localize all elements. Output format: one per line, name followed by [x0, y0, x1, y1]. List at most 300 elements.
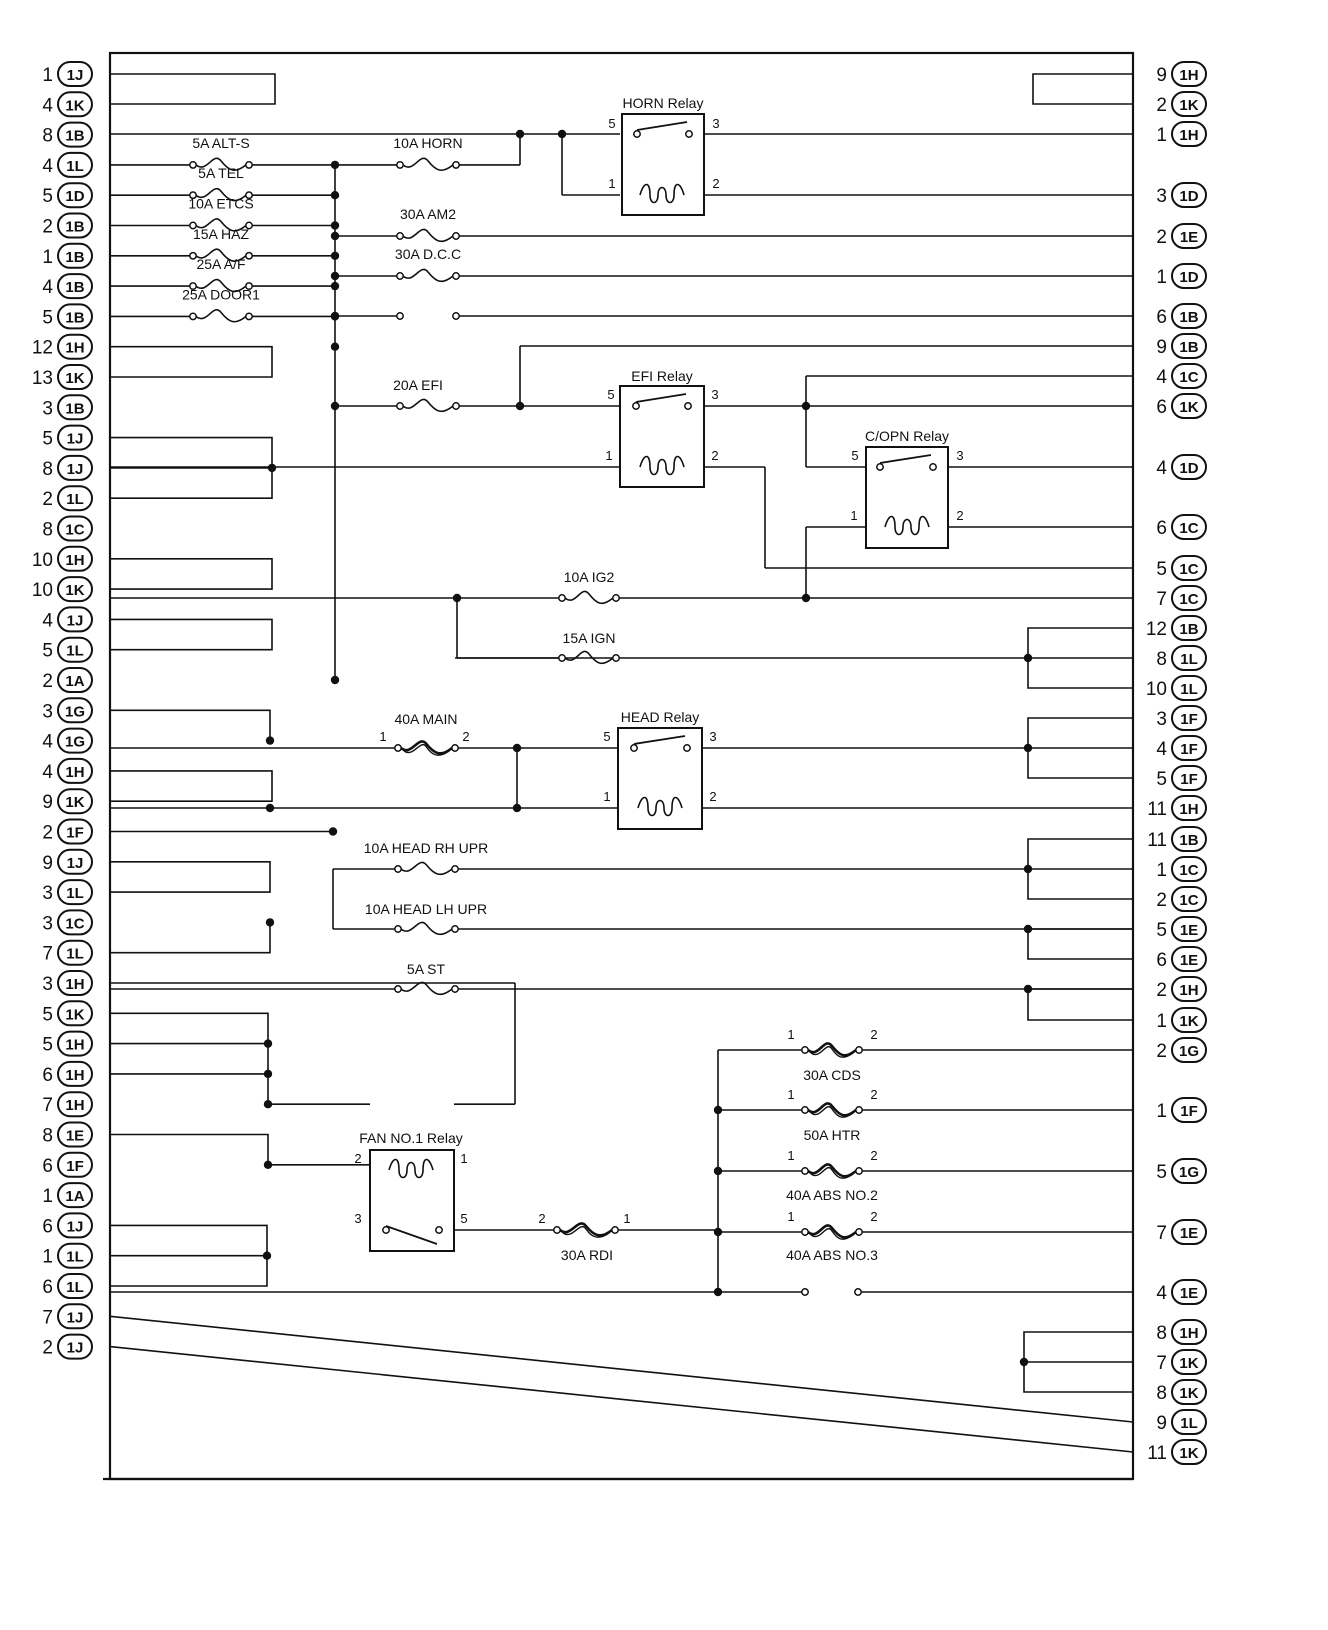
- connector-id: 1K: [1179, 1355, 1199, 1372]
- switch-contact: [383, 1227, 389, 1233]
- connector-pin: [42, 274, 92, 298]
- connector-pin: [42, 1123, 92, 1147]
- connector-id: 1B: [65, 400, 85, 418]
- connector-pin: [42, 759, 92, 783]
- connector-id: 1D: [1179, 269, 1199, 286]
- connector-pin: [1156, 917, 1206, 941]
- connector-pin: [1156, 364, 1206, 388]
- connector-pin: [42, 62, 92, 86]
- connector-id: 1H: [65, 1066, 85, 1084]
- relay-box: [866, 447, 948, 548]
- pin-number: 3: [42, 701, 53, 723]
- fuse: [559, 569, 619, 603]
- wire: [110, 559, 272, 589]
- connector-id: 1H: [65, 551, 85, 569]
- pin-number: 10: [31, 580, 53, 602]
- open-terminal: [453, 313, 459, 319]
- pin-number: 1: [1156, 1011, 1167, 1032]
- fuse-terminal: [397, 233, 403, 239]
- wire: [110, 862, 270, 892]
- fuse-terminal: [453, 233, 459, 239]
- pin-number: 6: [42, 1216, 53, 1238]
- splice-dot: [263, 1252, 271, 1260]
- relay-box: [622, 114, 704, 215]
- pin-number: 7: [42, 943, 53, 965]
- wire: [110, 347, 272, 377]
- pin-number: 8: [1156, 649, 1167, 670]
- connector-pin: [1156, 706, 1206, 730]
- connector-id: 1C: [1179, 591, 1199, 608]
- connector-pin: [1147, 796, 1206, 820]
- connector-pin: [1156, 183, 1206, 207]
- splice-dot: [1020, 1358, 1028, 1366]
- connector-pin: [1156, 1380, 1206, 1404]
- connector-pin: [32, 365, 92, 389]
- relay: [605, 368, 718, 487]
- relay: [850, 428, 963, 548]
- fuse: [182, 286, 260, 321]
- connector-id: 1H: [1179, 1325, 1199, 1342]
- connector-id: 1F: [1180, 771, 1198, 788]
- connector-id: 1K: [65, 582, 85, 600]
- connector-pin: [42, 456, 92, 480]
- pin-number: 4: [42, 155, 53, 177]
- fuse: [394, 711, 458, 755]
- pin-number: 11: [1147, 830, 1167, 851]
- fuse-terminal: [453, 162, 459, 168]
- fuse: [393, 135, 462, 170]
- connector-id: 1L: [66, 491, 84, 509]
- connector-id: 1F: [1180, 741, 1198, 758]
- connector-id: 1G: [1178, 1164, 1200, 1181]
- connector-id: 1G: [64, 703, 86, 721]
- pin-number: 8: [42, 458, 53, 480]
- pin-number: 1: [1156, 860, 1167, 881]
- connector-pin: [42, 486, 92, 510]
- pin-number: 8: [42, 1125, 53, 1147]
- splice-dot: [264, 1039, 272, 1047]
- connector-pin: [1146, 676, 1206, 700]
- fuse-label: 20A EFI: [393, 377, 443, 393]
- pin-number: 7: [42, 1095, 53, 1117]
- pin-number: 7: [1156, 1223, 1167, 1244]
- connector-id: 1E: [1179, 952, 1199, 969]
- connector-id: 1C: [65, 915, 85, 933]
- fuse-terminal: [397, 403, 403, 409]
- connector-id: 1G: [64, 733, 86, 751]
- switch-contact: [685, 403, 691, 409]
- splice-dot: [266, 804, 274, 812]
- switch-contact: [877, 464, 883, 470]
- connector-pin: [42, 214, 92, 238]
- connector-pin: [42, 638, 92, 662]
- pin-number: 2: [1156, 227, 1167, 248]
- pin-number: 5: [42, 428, 53, 450]
- pin-number: 3: [42, 913, 53, 935]
- pin-number: 3: [42, 883, 53, 905]
- pin-number: 11: [1147, 1443, 1167, 1464]
- splice-dot: [331, 676, 339, 684]
- fuse-terminal: [802, 1168, 808, 1174]
- pin-number: 6: [1156, 950, 1167, 971]
- connector-id: 1J: [66, 67, 84, 84]
- pin-number: 2: [42, 671, 53, 692]
- pin-number: 1: [42, 1186, 53, 1208]
- fuse-terminal: [452, 986, 458, 992]
- fuse-terminal: [856, 1168, 862, 1174]
- pin-number: 3: [42, 974, 53, 995]
- connector-pin: [42, 1001, 92, 1025]
- terminal-number: 5: [603, 729, 611, 744]
- pin-number: 12: [1145, 619, 1167, 640]
- connector-id: 1C: [1179, 369, 1199, 386]
- connector-pin: [1156, 857, 1206, 881]
- fuse-terminal: [190, 313, 196, 319]
- connector-id: 1L: [1180, 651, 1198, 668]
- pin-number: 2: [42, 489, 53, 511]
- connector-pin: [1156, 334, 1206, 358]
- splice-dot: [1024, 654, 1032, 662]
- connector-pin: [1156, 394, 1206, 418]
- wire: [110, 74, 275, 104]
- connector-pin: [42, 517, 92, 541]
- switch-contact: [684, 745, 690, 751]
- pin-number: 5: [1156, 559, 1167, 580]
- connector-id: 1C: [1179, 892, 1199, 909]
- connector-id: 1B: [1179, 339, 1199, 356]
- fuse-terminal: [246, 253, 252, 259]
- pin-number: 6: [42, 1277, 53, 1298]
- connector-id: 1L: [1180, 681, 1198, 698]
- terminal-number: 3: [354, 1211, 362, 1226]
- left-connector-pins: [32, 62, 92, 1359]
- relay: [608, 95, 719, 215]
- pin-number: 3: [1156, 709, 1167, 730]
- splice-dot: [268, 464, 276, 472]
- connector-pin: [42, 395, 92, 419]
- fuse: [786, 1225, 878, 1263]
- pin-number: 2: [42, 1337, 53, 1359]
- relay-label: C/OPN Relay: [864, 428, 950, 444]
- connector-pin: [1156, 122, 1206, 146]
- pin-number: 4: [1156, 1283, 1167, 1304]
- fuse-label: 5A TEL: [198, 165, 244, 182]
- fuse-terminal: [452, 745, 458, 751]
- connector-id: 1J: [66, 460, 84, 478]
- fuse-terminal: [246, 162, 252, 168]
- terminal-number: 2: [711, 448, 719, 463]
- pin-number: 2: [42, 822, 53, 844]
- wire: [110, 922, 270, 952]
- terminal-number: 2: [870, 1209, 878, 1224]
- fuse-label: 30A CDS: [803, 1067, 861, 1083]
- connector-pin: [1147, 1440, 1206, 1464]
- terminal-number: 1: [605, 448, 613, 463]
- connector-pin: [42, 850, 92, 874]
- pin-number: 6: [1156, 518, 1167, 539]
- connector-id: 1H: [65, 1097, 85, 1115]
- pin-number: 9: [1156, 337, 1167, 358]
- fuse-terminal: [613, 595, 619, 601]
- connector-pin: [1156, 766, 1206, 790]
- connector-id: 1E: [1179, 1225, 1199, 1242]
- connector-pin: [42, 1092, 92, 1116]
- terminal-number: 1: [460, 1151, 468, 1166]
- pin-number: 1: [1156, 267, 1167, 288]
- relay: [354, 1130, 467, 1251]
- connector-id: 1L: [66, 945, 84, 963]
- connector-id: 1K: [65, 97, 85, 115]
- connector-id: 1K: [1179, 399, 1199, 416]
- fuse-label: 30A RDI: [560, 1247, 614, 1263]
- fuse-terminal: [554, 1227, 560, 1233]
- fuse-label: 50A HTR: [803, 1127, 861, 1143]
- connector-id: 1K: [65, 1006, 85, 1024]
- connector-pin: [1156, 556, 1206, 580]
- terminal-number: 5: [851, 448, 859, 463]
- pin-number: 5: [42, 307, 53, 329]
- pin-number: 5: [42, 1034, 53, 1056]
- fuse-label: 5A ST: [406, 961, 446, 977]
- connector-id: 1B: [65, 127, 85, 145]
- connector-id: 1K: [1179, 1445, 1199, 1462]
- fuse: [395, 961, 458, 994]
- terminal-number: 1: [787, 1087, 795, 1102]
- connector-pin: [1156, 646, 1206, 670]
- connector-pin: [42, 1274, 92, 1298]
- connector-pin: [42, 820, 92, 844]
- fuse-label: 10A HORN: [393, 134, 463, 151]
- connector-pin: [1156, 947, 1206, 971]
- fuse-element: [403, 399, 453, 411]
- fuse-label: 30A D.C.C: [394, 246, 462, 262]
- connector-id: 1F: [66, 824, 84, 842]
- terminal-number: 5: [460, 1211, 468, 1226]
- pin-number: 1: [1156, 1101, 1167, 1122]
- wire: [110, 771, 272, 801]
- connector-pin: [1156, 224, 1206, 248]
- terminal-number: 3: [711, 387, 719, 402]
- pin-number: 13: [31, 368, 53, 389]
- connector-pin: [1147, 827, 1206, 851]
- fuse-terminal: [190, 162, 196, 168]
- connector-id: 1A: [65, 1188, 85, 1206]
- pin-number: 4: [1156, 367, 1167, 388]
- connector-pin: [1156, 1280, 1206, 1304]
- connector-pin: [42, 729, 92, 753]
- terminal-number: 1: [379, 729, 387, 744]
- connector-id: 1L: [66, 642, 84, 660]
- pin-number: 9: [42, 852, 53, 874]
- fuse: [802, 1043, 862, 1083]
- connector-id: 1E: [1179, 922, 1199, 939]
- terminal-number: 1: [787, 1148, 795, 1163]
- fuse-element: [401, 862, 452, 874]
- connector-id: 1E: [1179, 229, 1199, 246]
- pin-number: 5: [42, 186, 53, 208]
- connector-id: 1C: [1179, 561, 1199, 578]
- fuse-terminal: [453, 403, 459, 409]
- pin-number: 3: [1156, 186, 1167, 207]
- connector-pin: [1156, 586, 1206, 610]
- connector-id: 1J: [66, 1339, 84, 1357]
- pin-number: 3: [42, 398, 53, 420]
- connector-pin: [1156, 92, 1206, 116]
- connector-pin: [32, 577, 92, 601]
- connector-pin: [1156, 515, 1206, 539]
- connector-id: 1J: [66, 612, 84, 630]
- connector-pin: [1156, 1350, 1206, 1374]
- pin-number: 1: [42, 65, 53, 86]
- pin-number: 11: [1147, 799, 1167, 820]
- connector-pin: [1156, 887, 1206, 911]
- connector-id: 1K: [1179, 1013, 1199, 1030]
- connector-id: 1D: [65, 188, 85, 206]
- pin-number: 4: [42, 761, 53, 783]
- pin-number: 8: [1156, 1383, 1167, 1404]
- terminal-number: 2: [712, 176, 720, 191]
- pin-number: 10: [1145, 679, 1167, 700]
- connector-pin: [1156, 304, 1206, 328]
- connector-id: 1H: [65, 1036, 85, 1054]
- connector-pin: [42, 1244, 92, 1268]
- wire: [110, 1347, 1133, 1452]
- fuse-terminal: [856, 1107, 862, 1113]
- fuse-element: [196, 310, 246, 322]
- fuse-element: [401, 922, 452, 934]
- fuse-terminal: [397, 273, 403, 279]
- relay-box: [620, 386, 704, 487]
- fuse: [395, 246, 461, 281]
- connector-id: 1D: [1179, 188, 1199, 205]
- pin-number: 12: [31, 337, 53, 359]
- splice-dot: [266, 918, 274, 926]
- terminal-number: 1: [787, 1209, 795, 1224]
- connector-id: 1L: [66, 157, 84, 175]
- connector-pin: [1156, 977, 1206, 1001]
- wire: [110, 1316, 1133, 1422]
- connector-pin: [1156, 1320, 1206, 1344]
- connector-pin: [42, 1213, 92, 1237]
- terminal-number: 2: [538, 1211, 546, 1226]
- pin-number: 7: [1156, 1353, 1167, 1374]
- connector-pin: [42, 123, 92, 147]
- pin-number: 2: [1156, 95, 1167, 116]
- wire: [1028, 989, 1133, 1020]
- terminal-number: 2: [709, 789, 717, 804]
- pin-number: 5: [42, 640, 53, 662]
- connector-id: 1B: [1179, 621, 1199, 638]
- fuse-terminal: [802, 1047, 808, 1053]
- connector-pin: [42, 880, 92, 904]
- splice-dot: [264, 1070, 272, 1078]
- connector-id: 1B: [65, 218, 85, 236]
- connector-id: 1K: [1179, 1385, 1199, 1402]
- fuse-terminal: [559, 595, 565, 601]
- connector-id: 1J: [66, 854, 84, 872]
- switch-contact: [930, 464, 936, 470]
- pin-number: 8: [42, 519, 53, 541]
- terminal-number: 5: [607, 387, 615, 402]
- connector-pin: [42, 971, 92, 995]
- pin-number: 2: [1156, 980, 1167, 1001]
- terminal-number: 1: [608, 176, 616, 191]
- open-terminal: [397, 313, 403, 319]
- switch-contact: [634, 131, 640, 137]
- pin-number: 6: [1156, 397, 1167, 418]
- connector-pin: [1156, 736, 1206, 760]
- fuse-label: 10A IG2: [563, 569, 615, 585]
- connector-id: 1H: [1179, 127, 1199, 144]
- pin-number: 4: [42, 95, 53, 117]
- fuse: [393, 377, 459, 411]
- pin-number: 9: [42, 792, 53, 814]
- pin-number: 4: [42, 610, 53, 632]
- connector-id: 1A: [65, 673, 85, 690]
- fuse-terminal: [856, 1229, 862, 1235]
- fuse-terminal: [453, 273, 459, 279]
- fuse-element: [403, 269, 453, 281]
- fuse-label: 15A IGN: [562, 630, 616, 646]
- fuse-label: 10A HEAD RH UPR: [363, 840, 489, 856]
- connector-pin: [42, 153, 92, 177]
- open-terminal: [855, 1289, 861, 1295]
- connector-pin: [42, 426, 92, 450]
- connector-id: 1K: [1179, 97, 1199, 114]
- fuse-terminal: [452, 866, 458, 872]
- connector-pin: [1146, 616, 1206, 640]
- pin-number: 1: [42, 1246, 53, 1268]
- connector-pin: [1156, 1038, 1206, 1062]
- terminal-number: 3: [712, 116, 720, 131]
- switch-contact: [686, 131, 692, 137]
- connector-id: 1J: [66, 1218, 84, 1236]
- relay: [603, 709, 716, 829]
- connector-id: 1K: [65, 370, 85, 387]
- pin-number: 4: [1156, 739, 1167, 760]
- connector-id: 1J: [66, 430, 84, 448]
- pin-number: 8: [1156, 1323, 1167, 1344]
- connector-pin: [32, 547, 92, 571]
- connector-id: 1E: [65, 1127, 85, 1145]
- splice-dot: [331, 343, 339, 351]
- pin-number: 10: [31, 549, 53, 571]
- connector-id: 1H: [65, 339, 85, 357]
- connector-id: 1L: [66, 885, 84, 903]
- fuse-label: 40A ABS NO.3: [786, 1247, 878, 1263]
- connector-id: 1F: [1180, 711, 1198, 728]
- fuse-label: 25A A/F: [196, 256, 246, 273]
- connector-id: 1C: [1179, 520, 1199, 537]
- connector-pin: [1156, 1098, 1206, 1122]
- connector-pin: [42, 607, 92, 631]
- connector-id: 1H: [65, 763, 85, 781]
- right-connector-pins: [1146, 62, 1206, 1464]
- connector-id: 1B: [65, 309, 85, 327]
- pin-number: 2: [1156, 1041, 1167, 1062]
- fuse-element: [403, 229, 453, 241]
- connector-id: 1K: [65, 794, 85, 812]
- connector-id: 1J: [66, 1309, 84, 1327]
- connector-id: 1H: [65, 976, 85, 993]
- connector-pin: [1156, 1220, 1206, 1244]
- terminal-number: 2: [354, 1151, 362, 1166]
- fuse-label: 15A HAZ: [192, 225, 250, 242]
- fuse-terminal: [452, 926, 458, 932]
- terminal-number: 3: [709, 729, 717, 744]
- splice-dot: [266, 736, 274, 744]
- connector-pin: [42, 789, 92, 813]
